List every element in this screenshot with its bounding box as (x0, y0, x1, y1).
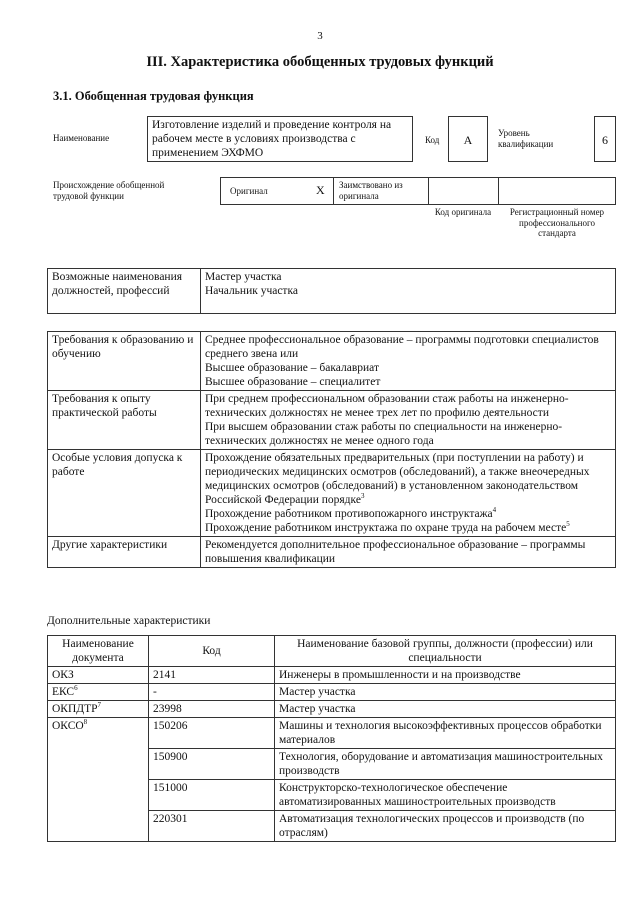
footnote-mark: 5 (566, 520, 570, 529)
doc-cell: ОКСО$^8$ (48, 718, 149, 842)
positions-label: Возможные наименования должностей, профессий (48, 269, 201, 314)
req-education-label: Требования к образованию и обучению (48, 332, 201, 391)
req-other-value (201, 537, 616, 568)
level-value: 6 (594, 116, 616, 162)
name-cell: Конструкторско-технологическое обеспечение автоматизированных машиностроительных производств (275, 780, 616, 811)
req-line: Прохождение обязательных предварительных (при поступлении на работу) и периодических медицинских осмотров (обследований), а также внеочередных медицинских осмотров (обследований) в установленном законодательством Российской Федерации порядке$^3$ (205, 452, 590, 506)
req-admission-value (201, 450, 616, 537)
table-row (48, 667, 616, 684)
name-label: Наименование (53, 133, 110, 143)
req-other-label: Другие характеристики (48, 537, 201, 568)
col-doc-header: Наименование документа (48, 636, 149, 667)
position-item: Мастер участка (205, 271, 282, 283)
code-cell: 151000 (149, 780, 275, 811)
req-line: Прохождение работником противопожарного инструктажа$^4$ (205, 506, 497, 520)
req-line: Среднее профессиональное образование – программы подготовки специалистов среднего звена или (205, 334, 599, 360)
req-line: Высшее образование – специалитет (205, 376, 381, 388)
subsection-title: 3.1. Обобщенная трудовая функция (53, 89, 254, 103)
req-line: Высшее образование – бакалавриат (205, 362, 379, 374)
name-cell: Инженеры в промышленности и на производстве (275, 667, 616, 684)
name-cell: Технология, оборудование и автоматизация машиностроительных производств (275, 749, 616, 780)
code-label: Код (425, 135, 440, 145)
level-label: Уровень квалификации (498, 128, 554, 149)
additional-table (47, 635, 616, 842)
req-education-value (201, 332, 616, 391)
name-cell: Мастер участка (275, 684, 616, 701)
code-cell: - (149, 684, 275, 701)
origin-divider-2 (428, 177, 429, 205)
name-value: Изготовление изделий и проведение контроля на рабочем месте в условиях производства с применением ЭХФМО (147, 116, 413, 162)
doc-cell: ЕКС$^6$ (48, 684, 149, 701)
col-code-header: Код (149, 636, 275, 667)
code-cell: 150900 (149, 749, 275, 780)
req-line: Прохождение работником инструктажа по охране труда на рабочем месте$^5$ (205, 520, 570, 534)
section-title: III. Характеристика обобщенных трудовых функций (146, 54, 494, 70)
doc-cell: ОКЗ (48, 667, 149, 684)
col-name-header: Наименование базовой группы, должности (профессии) или специальности (275, 636, 616, 667)
footnote-mark: 4 (492, 506, 497, 515)
req-experience-label: Требования к опыту практической работы (48, 391, 201, 450)
req-admission-label: Особые условия допуска к работе (48, 450, 201, 537)
borrowed-label: Заимствовано из оригинала (339, 180, 403, 201)
code-cell: 23998 (149, 701, 275, 718)
footnote-mark: 3 (360, 492, 365, 501)
table-row (48, 684, 616, 701)
name-cell: Машины и технология высокоэффективных процессов обработки материалов (275, 718, 616, 749)
req-experience-value (201, 391, 616, 450)
origin-divider (333, 177, 334, 205)
code-original-label: Код оригинала (434, 207, 492, 217)
table-row (48, 701, 616, 718)
positions-table (47, 268, 616, 314)
additional-title: Дополнительные характеристики (47, 615, 211, 627)
code-cell: 150206 (149, 718, 275, 749)
page-number: 3 (317, 30, 323, 42)
origin-label: Происхождение обобщенной трудовой функции (53, 180, 165, 201)
name-cell: Автоматизация технологических процессов и производств (по отраслям) (275, 811, 616, 842)
code-cell: 220301 (149, 811, 275, 842)
requirements-table (47, 331, 616, 568)
table-row (48, 718, 616, 749)
original-label: Оригинал (230, 186, 268, 196)
doc-cell: ОКПДТР$^7$ (48, 701, 149, 718)
req-line: При среднем профессиональном образовании стаж работы на инженерно-технических должностях не менее трех лет по профилю деятельности (205, 393, 569, 419)
original-mark: X (316, 183, 325, 197)
name-cell: Мастер участка (275, 701, 616, 718)
reg-number-label: Регистрационный номер профессионального стандарта (509, 207, 605, 238)
req-line: Рекомендуется дополнительное профессиональное образование – программы повышения квалификации (205, 539, 586, 565)
position-item: Начальник участка (205, 285, 298, 297)
origin-divider-3 (498, 177, 499, 205)
code-value: A (448, 116, 488, 162)
positions-values (201, 269, 616, 314)
code-cell: 2141 (149, 667, 275, 684)
req-line: При высшем образовании стаж работы по специальности на инженерно-технических должностях не менее одного года (205, 421, 563, 447)
